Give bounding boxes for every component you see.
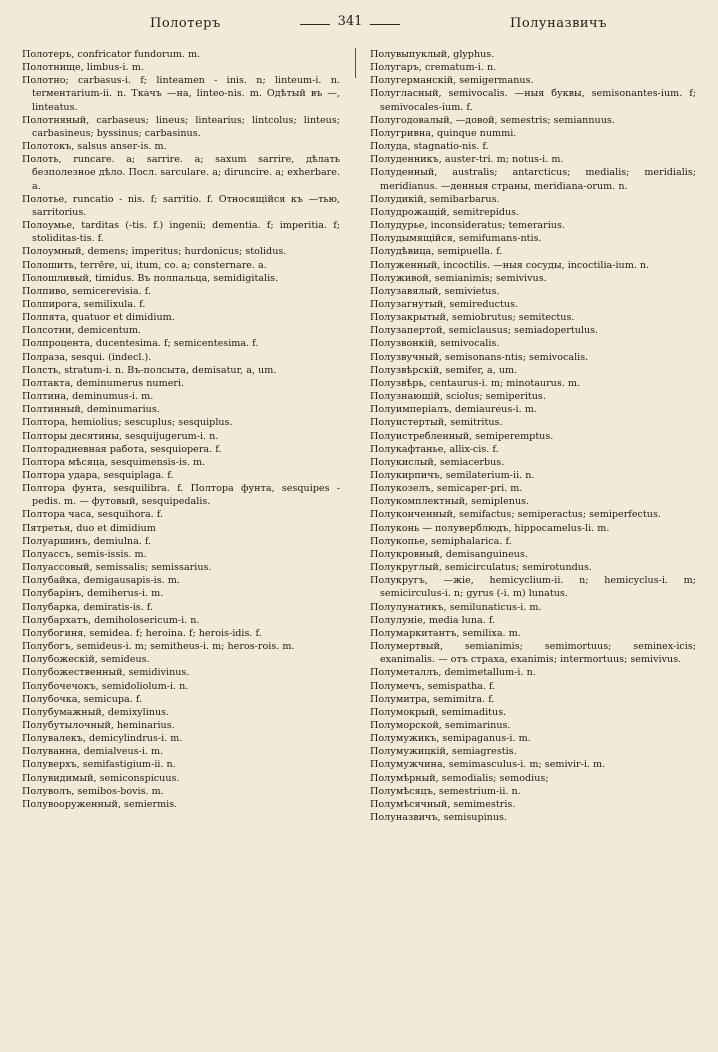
dictionary-entry: Полтинный, deminumarius. bbox=[22, 404, 160, 416]
dictionary-entry: Полторы десятины, sesquijugerum-i. n. bbox=[22, 430, 219, 442]
dictionary-entry: Полузвонкій, semivocalis. bbox=[370, 338, 500, 350]
dictionary-entry: Полпроцента, ducentesima. f; semicentesima. f. bbox=[22, 338, 259, 350]
dictionary-entry: Полузапертой, semiclausus; semiadopertulus. bbox=[370, 325, 599, 337]
dictionary-entry: Полумужицкій, semiagrestis. bbox=[370, 746, 517, 758]
dictionary-entry: Полумертвый, semianimis; semimortuus; seminex-icis; exanimalis. — отъ страха, exanimis; intermortuus; semivivus. bbox=[370, 641, 696, 666]
dictionary-entry: Полубожественный, semidivinus. bbox=[22, 667, 190, 679]
dictionary-entry: Полраза, sesqui. (indecl.). bbox=[22, 351, 152, 363]
dictionary-entry: Полугаръ, crematum-i. n. bbox=[370, 62, 497, 74]
dictionary-entry: Полотеръ, confricator fundorum. m. bbox=[22, 49, 201, 60]
dictionary-entry: Полотняный, carbaseus; lineus; lintearius; lintcolus; linteus; carbasineus; byssinus; carbasinus. bbox=[22, 114, 340, 139]
dictionary-entry: Полувооруженный, semiermis. bbox=[22, 798, 178, 810]
dictionary-entry: Полукровный, demisanguineus. bbox=[370, 548, 528, 560]
page-header bbox=[0, 14, 718, 36]
dictionary-entry: Полошливый, timidus. Въ полпальца, semidigitalis. bbox=[22, 272, 279, 284]
dictionary-entry: Полубарка, demiratis-is. f. bbox=[22, 601, 154, 613]
dictionary-entry: Полуда, stagnatio-nis. f. bbox=[370, 141, 489, 153]
dictionary-entry: Полукопье, semiphalarica. f. bbox=[370, 535, 512, 547]
dictionary-entry: Полсть, stratum-i. n. Въ-полсыта, demisatur, a, um. bbox=[22, 364, 277, 376]
dictionary-entry: Полувалекъ, demicylindrus-i. m. bbox=[22, 733, 183, 745]
dictionary-entry: Полукруглый, semicirculatus; semirotundus. bbox=[370, 562, 592, 574]
dictionary-entry: Полуверхъ, semifastigium-ii. n. bbox=[22, 759, 176, 771]
dictionary-entry: Полубогиня, semidea. f; heroina. f; herois-idis. f. bbox=[22, 627, 262, 639]
dictionary-entry: Полотокъ, salsus anser-is. m. bbox=[22, 141, 167, 153]
dictionary-entry: Полудрожащій, semitrepidus. bbox=[370, 206, 520, 218]
header-left-guideword: Полотеръ bbox=[150, 16, 221, 31]
column-divider bbox=[355, 48, 356, 78]
dictionary-entry: Полумѣсячный, semimestris. bbox=[370, 798, 516, 810]
dictionary-entry: Полувидимый, semiconspicuus. bbox=[22, 772, 180, 784]
dictionary-entry: Полузвѣрь, centaurus-i. m; minotaurus. m. bbox=[370, 377, 581, 389]
dictionary-entry: Полукругъ, —жіе, hemicyclium-ii. n; hemicyclus-i. m; semicirculus-i. n; gyrus (-i. m) lunatus. bbox=[370, 575, 696, 600]
dictionary-entry: Полугерманскій, semigermanus. bbox=[370, 75, 534, 87]
dictionary-entry: Полуассовый, semissalis; semissarius. bbox=[22, 562, 212, 574]
dictionary-entry: Полулуніе, media luna. f. bbox=[370, 614, 496, 626]
dictionary-entry: Полузакрытый, semiobrutus; semitectus. bbox=[370, 312, 575, 324]
left-column bbox=[22, 48, 340, 811]
dictionary-entry: Полпирога, semilixula. f. bbox=[22, 298, 146, 310]
dictionary-entry: Полуимперіалъ, demiaureus-i. m. bbox=[370, 404, 537, 416]
dictionary-entry: Полотье, runcatio - nis. f; sarritio. f. Относящійся къ —тью, sarritorius. bbox=[22, 193, 340, 218]
dictionary-entry: Полумужчина, semimasculus-i. m; semivir-i. m. bbox=[370, 759, 606, 771]
dictionary-entry: Полузвучный, semisonans-ntis; semivocalis. bbox=[370, 351, 589, 363]
dictionary-entry: Полуженный, incoctilis. —ныя сосуды, incoctilia-ium. n. bbox=[370, 259, 650, 271]
dictionary-entry: Полубутылочный, heminarius. bbox=[22, 719, 175, 731]
dictionary-entry: Пятретья, duo et dimidium bbox=[22, 522, 156, 534]
dictionary-entry: Полубархатъ, demiholosericum-i. n. bbox=[22, 614, 200, 626]
dictionary-entry: Полукафтанье, allix-cis. f. bbox=[370, 443, 499, 455]
dictionary-entry: Полуконченный, semifactus; semiperactus; semiperfectus. bbox=[370, 509, 661, 521]
dictionary-entry: Полузагнутый, semireductus. bbox=[370, 298, 519, 310]
dictionary-entry: Полуморской, semimarinus. bbox=[370, 719, 511, 731]
dictionary-entry: Полтора мѣсяца, sesquimensis-is. m. bbox=[22, 456, 206, 468]
dictionary-entry: Полоумье, tarditas (-tis. f.) ingenii; dementia. f; imperitia. f; stoliditas-tis. f. bbox=[22, 220, 340, 245]
dictionary-entry: Полукомплектный, semiplenus. bbox=[370, 496, 530, 508]
dictionary-entry: Полумаркитантъ, semilixa. m. bbox=[370, 627, 521, 639]
page-number: 341 bbox=[300, 14, 400, 29]
dictionary-entry: Полузавялый, semivietus. bbox=[370, 285, 500, 297]
dictionary-entry: Полузнающій, sciolus; semiperitus. bbox=[370, 391, 546, 403]
dictionary-entry: Полубочечокъ, semidoliolum-i. n. bbox=[22, 680, 189, 692]
dictionary-entry: Полумитра, semimitra. f. bbox=[370, 693, 495, 705]
dictionary-entry: Полоть, runcare. a; sarrire. a; saxum sarrire, дѣлать безполезное дѣло. Посл. sarculare. a; diruncire. a; exherbare. a. bbox=[22, 154, 340, 192]
dictionary-entry: Полукозелъ, semicaper-pri. m. bbox=[370, 483, 523, 495]
right-column bbox=[370, 48, 696, 824]
dictionary-entry: Полтина, deminumus-i. m. bbox=[22, 391, 154, 403]
dictionary-entry: Полуассъ, semis-issis. m. bbox=[22, 548, 147, 560]
dictionary-entry: Полувыпуклый, glyphus. bbox=[370, 49, 495, 60]
dictionary-entry: Полудѣвица, semipuella. f. bbox=[370, 246, 503, 258]
header-right-guideword: Полуназвичъ bbox=[510, 16, 607, 31]
dictionary-entry: Полтора часа, sesquihora. f. bbox=[22, 509, 164, 521]
dictionary-entry: Полтора удара, sesquiplaga. f. bbox=[22, 470, 174, 481]
dictionary-entry: Полубочка, semicupa. f. bbox=[22, 693, 143, 705]
dictionary-entry: Полтакта, deminumerus numeri. bbox=[22, 377, 185, 389]
dictionary-entry: Полубайка, demigausapis-is. m. bbox=[22, 575, 180, 587]
dictionary-entry: Полубогъ, semideus-i. m; semitheus-i. m; heros-rois. m. bbox=[22, 641, 295, 653]
dictionary-entry: Полукислый, semiacerbus. bbox=[370, 456, 505, 468]
dictionary-entry: Полумѣсяцъ, semestrium-ii. n. bbox=[370, 785, 521, 797]
dictionary-entry: Полукирпичъ, semilaterium-ii. n. bbox=[370, 470, 535, 481]
dictionary-entry: Полсотни, demicentum. bbox=[22, 325, 141, 337]
dictionary-entry: Полузвѣрскій, semifer, a, um. bbox=[370, 364, 518, 376]
dictionary-entry: Полотнище, limbus-i. m. bbox=[22, 62, 144, 74]
dictionary-entry: Полошить, terrēre, ui, itum, co. a; consternare. a. bbox=[22, 259, 267, 271]
dictionary-entry: Полумужикъ, semipaganus-i. m. bbox=[370, 733, 531, 745]
dictionary-entry: Полуденникъ, auster-tri. m; notus-i. m. bbox=[370, 154, 564, 166]
dictionary-entry: Полпиво, semicerevisia. f. bbox=[22, 285, 151, 297]
dictionary-entry: Полумокрый, semimaditus. bbox=[370, 706, 507, 718]
dictionary-entry: Полуаршинъ, demiulna. f. bbox=[22, 535, 152, 547]
dictionary-entry: Полугривна, quinque nummi. bbox=[370, 127, 517, 139]
dictionary-entry: Полумечъ, semispatha. f. bbox=[370, 680, 496, 692]
dictionary-entry: Полпята, quatuor et dimidium. bbox=[22, 312, 175, 324]
dictionary-entry: Полудурье, inconsideratus; temerarius. bbox=[370, 220, 565, 232]
dictionary-entry: Полуволъ, semibos-bovis. m. bbox=[22, 785, 164, 797]
dictionary-entry: Полубожескій, semideus. bbox=[22, 654, 150, 666]
dictionary-entry: Полотно; carbasus-i. f; linteamen - inis. n; linteum-i. n. terментarium-ii. n. Ткачъ —на, linteo-nis. m. Одѣтый въ —, linteatus. bbox=[22, 75, 340, 113]
dictionary-entry: Полуконь — полуверблюдъ, hippocamelus-li. m. bbox=[370, 522, 610, 534]
dictionary-entry: Полуденный, australis; antarcticus; medialis; meridialis; meridianus. —денныя страны, meridiana-orum. n. bbox=[370, 167, 696, 192]
dictionary-entry: Полуметаллъ, demimetallum-i. n. bbox=[370, 667, 536, 679]
dictionary-entry: Полулунатикъ, semilunaticus-i. m. bbox=[370, 601, 542, 613]
dictionary-entry: Полубумажный, demixylinus. bbox=[22, 706, 170, 718]
dictionary-entry: Полуистребленный, semiperemptus. bbox=[370, 430, 554, 442]
dictionary-entry: Полуистертый, semitritus. bbox=[370, 417, 503, 429]
dictionary-entry: Полторадневная работа, sesquiopera. f. bbox=[22, 443, 222, 455]
dictionary-entry: Полуназвичъ, semisupinus. bbox=[370, 812, 507, 824]
dictionary-entry: Полудикій, semibarbarus. bbox=[370, 193, 500, 205]
dictionary-entry: Полтора, hemiolius; sescuplus; sesquiplus. bbox=[22, 417, 233, 429]
dictionary-entry: Полумѣрный, semodialis; semodius; bbox=[370, 772, 549, 784]
dictionary-entry: Полугласный, semivocalis. —ныя буквы, semisonantes-ium. f; semivocales-ium. f. bbox=[370, 88, 696, 113]
dictionary-entry: Полугодовалый, —довой, semestris; semiannuus. bbox=[370, 114, 615, 126]
dictionary-entry: Полудымящійся, semifumans-ntis. bbox=[370, 233, 542, 245]
dictionary-entry: Полуживой, semianimis; semivivus. bbox=[370, 272, 547, 284]
dictionary-entry: Полубарінъ, demiherus-i. m. bbox=[22, 588, 164, 600]
dictionary-entry: Полоумный, demens; imperitus; hurdonicus; stolidus. bbox=[22, 246, 287, 258]
dictionary-entry: Полуванна, demialveus-i. m. bbox=[22, 746, 164, 758]
dictionary-entry: Полтора фунта, sesquilibra. f. Полтора фунта, sesquipes - pedis. m. — футовый, sesquipedalis. bbox=[22, 483, 340, 508]
